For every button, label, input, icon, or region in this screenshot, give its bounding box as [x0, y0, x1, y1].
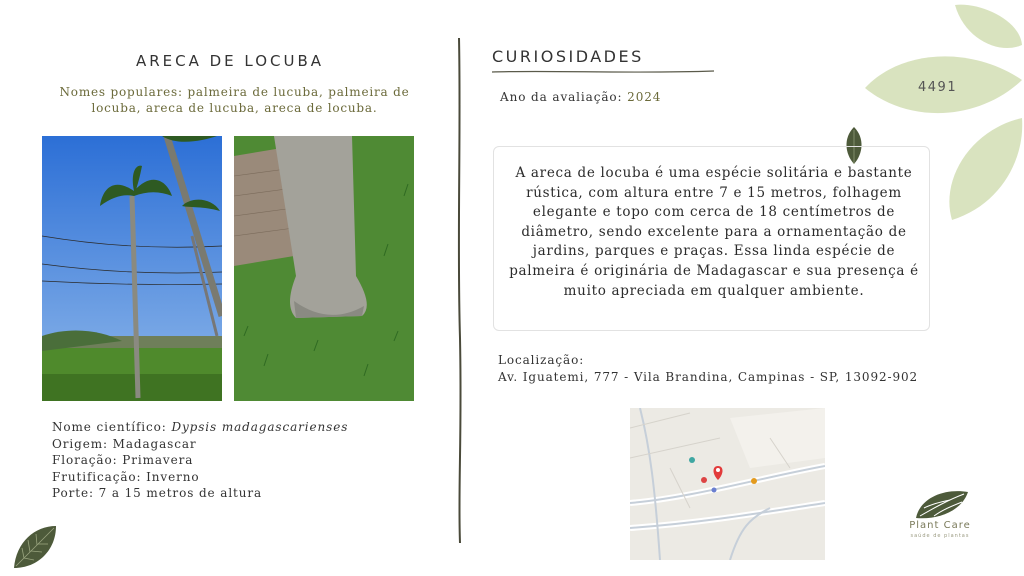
brand-tagline: saúde de plantas — [910, 533, 970, 539]
year-value: 2024 — [627, 90, 662, 104]
assessment-year — [500, 90, 661, 104]
popular-names: Nomes populares: palmeira de lucuba, palmeira de locuba, areca de lucuba, areca de locuba. — [59, 85, 410, 115]
description-text: A areca de locuba é uma espécie solitária e bastante rústica, com altura entre 7 e 15 metros, folhagem elegante e topo com cerca de 18 centímetros de diâmetro, sendo excelente para a ornamentação de jardins, parques e praças. Essa linda espécie de palmeira é originária de Madagascar e sua presença é muito apreciada em qualquer ambiente. — [509, 165, 919, 299]
palm-trunk-photo — [234, 136, 414, 401]
vertical-divider — [455, 38, 465, 543]
size-row: Porte: 7 a 15 metros de altura — [52, 486, 263, 500]
location-map[interactable] — [630, 408, 825, 560]
scientific-name-label: Nome científico: — [52, 420, 167, 434]
assessment-number: 4491 — [918, 80, 958, 95]
plant-care-logo-icon — [914, 488, 970, 520]
origin-row: Origem: Madagascar — [52, 436, 197, 451]
location-address: Av. Iguatemi, 777 - Vila Brandina, Campinas - SP, 13092-902 — [498, 370, 919, 384]
scientific-name-value: Dypsis madagascarienses — [171, 420, 349, 434]
plant-facts — [52, 419, 348, 502]
brand-name: Plant Care — [909, 520, 971, 531]
location-label: Localização: — [498, 353, 585, 367]
fruiting-row: Frutificação: Inverno — [52, 469, 200, 484]
curiosities-title: CURIOSIDADES — [492, 47, 644, 66]
title-underline — [492, 69, 714, 75]
flowering-row: Floração: Primavera — [52, 453, 194, 467]
year-label: Ano da avaliação: — [500, 90, 623, 104]
scientific-name-row — [52, 419, 348, 436]
leaf-icon-bottom — [10, 522, 60, 572]
location — [498, 352, 918, 386]
plant-title: ARECA DE LOCUBA — [135, 52, 325, 70]
palm-tree-photo — [42, 136, 222, 401]
